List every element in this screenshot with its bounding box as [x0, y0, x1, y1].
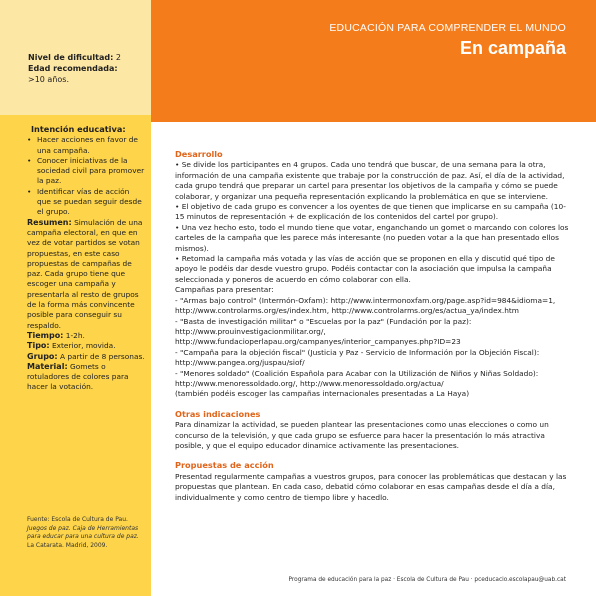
group-label: Grupo: [27, 351, 58, 361]
intention-item: • Identificar vías de acción que se puedan seguir desde el grupo. [27, 187, 145, 218]
desarrollo-paragraph: • Retomad la campaña más votada y las vías de acción que se proponen en ella y discutid qué tipo de apoyo le podéis dar desde vuestro grupo. Podéis contactar con la asociación que impulsa la campaña seleccionada y poneros de acuerdo en cómo colaborar con ella. [175, 254, 555, 284]
desarrollo-paragraph: • El objetivo de cada grupo es convencer a los oyentes de que tienen que implicarse en su campaña (10-15 minutos de representación + de explicación de los contenidos del cartel por grupo). [175, 202, 566, 222]
propuestas-heading: Propuestas de acción [175, 460, 274, 471]
campaign-note: (también podéis escoger las campañas internacionales presentadas a La Haya) [175, 389, 470, 399]
desarrollo-paragraph: • Se divide los participantes en 4 grupos. Cada uno tendrá que buscar, de una semana para la otra, información de una campaña existente que trabaje por la construcción de paz. Así, el día de la actividad, cada grupo tendrá que preparar un cartel para presentar los objetivos de la campaña y cómo se puede colaborar, y organizar una pequeña representación explicando la problemática en que se interviene. [175, 160, 565, 201]
type-value: Exterior, movida. [51, 341, 116, 351]
footer-text: Programa de educación para la paz · Escola de Cultura de Pau · pceducacio.escolapau@uab.cat [288, 577, 566, 583]
otras-section [175, 409, 571, 452]
source-line: Fuente: Escola de Cultura de Pau. [27, 516, 128, 523]
group-value: A partir de 8 personas. [60, 351, 145, 361]
header-rule [151, 115, 596, 122]
age-row [28, 63, 121, 74]
desarrollo-section [175, 149, 571, 400]
material-row [27, 362, 145, 393]
campaign-item: - "Basta de investigación militar" o "Escuelas por la paz" (Fundación por la paz): http://www.prouinvestigacionmilitar.org/, http://www.fundacioperlapau.org/campanyes/interior_campanyes.php?ID=23 [175, 316, 472, 347]
desarrollo-paragraph: Campañas para presentar: [175, 285, 274, 295]
intention-heading: Intención educativa: [31, 124, 126, 134]
page-title: En campaña [459, 38, 566, 58]
age-value: >10 años. [28, 75, 70, 84]
material-label: Material: [27, 361, 68, 371]
time-label: Tiempo: [27, 330, 64, 340]
difficulty-label: Nivel de dificultad: [28, 53, 114, 62]
source-credit [27, 516, 147, 550]
source-line: La Catarata. Madrid, 2009. [27, 541, 108, 549]
campaign-item: - "Armas bajo control" (Intermón-Oxfam): http://www.intermonoxfam.org/page.asp?id=984&idioma=1, http://www.controlarms.org/es/index.htm, http://www.controlarms.org/es/actua_ya/index.htm [175, 295, 556, 316]
summary-text: Simulación de una campaña electoral, en que en vez de votar partidos se votan propuestas, en este caso propuestas de campañas de paz. Cada grupo tiene que escoger una campaña y presentarla al resto de grupos de la forma más convincente posible para conseguir su respaldo. [27, 217, 143, 330]
sidebar-content [27, 124, 145, 393]
difficulty-value: 2 [115, 53, 121, 62]
age-label: Edad recomendada: [28, 64, 118, 73]
series-title: EDUCACIÓN PARA COMPRENDER EL MUNDO [329, 22, 566, 34]
group-row [27, 352, 145, 362]
difficulty-row [28, 52, 121, 63]
intention-item: • Conocer iniciativas de la sociedad civil para promover la paz. [27, 156, 145, 187]
time-value: 1-2h. [65, 330, 85, 340]
campaign-item: - "Campaña para la objeción fiscal" (Justicia y Paz - Servicio de Información por la Objeción Fiscal): http://www.pangea.org/juspau/siof/ [175, 347, 540, 368]
material-value: Gomets o rotuladores de colores para hacer la votación. [27, 361, 129, 392]
type-label: Tipo: [27, 341, 50, 351]
propuestas-section [175, 460, 571, 503]
main-content [175, 149, 571, 512]
intention-list [27, 135, 145, 217]
propuestas-text: Presentad regularmente campañas a vuestros grupos, para conocer las problemáticas que destacan y las propuestas que plantean. En cada caso, debatid cómo colaborar en esas campañas desde el día a día, individualmente y como centro de tiempo libre y hacedlo. [175, 471, 567, 502]
summary-label: Resumen: [27, 217, 72, 227]
intention-item: • Hacer acciones en favor de una campaña. [27, 135, 145, 156]
otras-heading: Otras indicaciones [175, 408, 261, 419]
desarrollo-heading: Desarrollo [175, 149, 223, 159]
summary-block [27, 218, 145, 331]
time-row [27, 331, 145, 341]
source-line: Juegos de paz. Caja de Herramientas para educar para una cultura de paz. [27, 524, 139, 541]
desarrollo-paragraph: • Una vez hecho esto, todo el mundo tiene que votar, enganchando un gomet o marcando con colores los carteles de la campaña que les parece más interesante (no pueden votar a la que han presentado ellos mismos). [175, 222, 569, 253]
campaign-item: - "Menores soldado" (Coalición Española para Acabar con la Utilización de Niños y Niñas Soldado): http://www.menoressoldado.org/, http://www.menoressoldado.org/actua/ [175, 368, 539, 388]
type-row [27, 341, 145, 351]
otras-text: Para dinamizar la actividad, se pueden plantear las presentaciones como unas elecciones o como un concurso de la televisión, y que cada grupo se esfuerce para hacer la presentación lo más atractiva posible, y que el equipo educador dinamice activamente las presentaciones. [175, 420, 549, 450]
meta-info [28, 52, 121, 85]
